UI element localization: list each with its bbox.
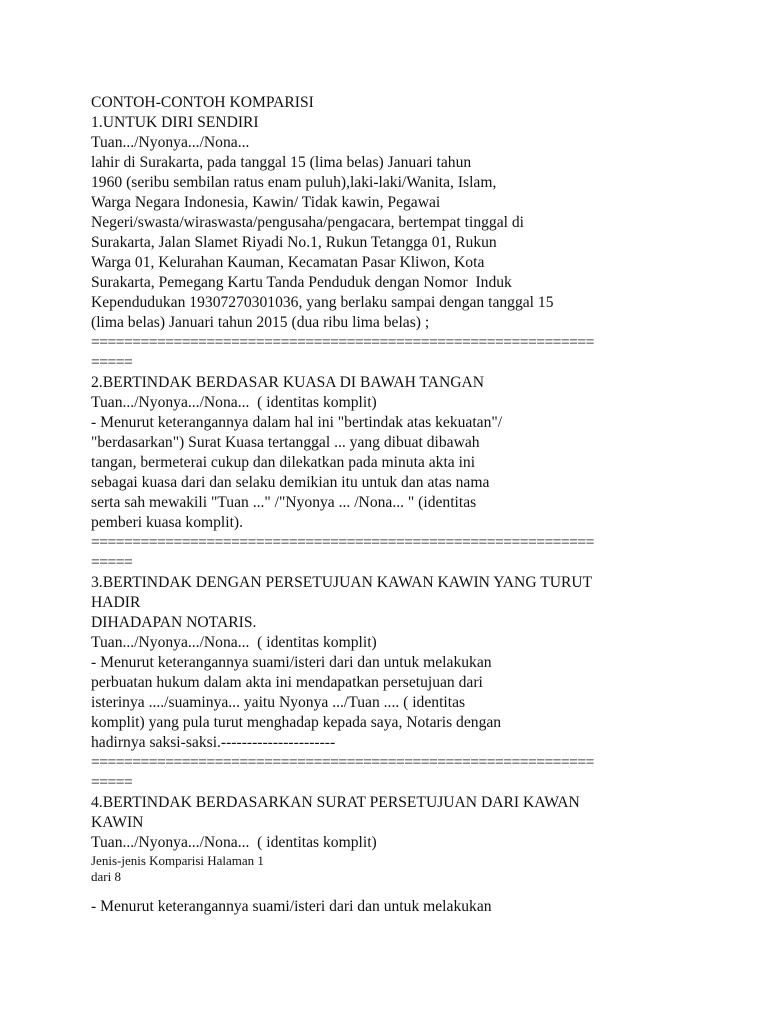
section-3-line: isterinya ..../suaminya... yaitu Nyonya .../Tuan .... ( identitas [91,694,466,711]
separator-rule: ============================================================= [91,534,594,551]
section-2-line: serta sah mewakili "Tuan ..." /"Nyonya ... /Nona... " (identitas [91,494,477,511]
section-1-line: lahir di Surakarta, pada tanggal 15 (lima belas) Januari tahun [91,154,472,171]
section-1-line: Negeri/swasta/wiraswasta/pengusaha/pengacara, bertempat tinggal di [91,214,524,231]
separator-rule-tail: ===== [91,774,133,791]
section-3-line: komplit) yang pula turut menghadap kepada saya, Notaris dengan [91,714,502,731]
section-2-line: - Menurut keterangannya dalam hal ini "bertindak atas kekuatan"/ [91,414,503,431]
page-footer: Jenis-jenis Komparisi Halaman 1 [91,853,264,868]
separator-rule-tail: ===== [91,354,133,371]
section-1-line: Surakarta, Jalan Slamet Riyadi No.1, Rukun Tetangga 01, Rukun [91,234,497,251]
section-2-line: Tuan.../Nyonya.../Nona... ( identitas komplit) [91,394,377,411]
section-2-line: "berdasarkan") Surat Kuasa tertanggal ... yang dibuat dibawah [91,434,480,451]
section-1-line: Warga Negara Indonesia, Kawin/ Tidak kawin, Pegawai [91,194,441,211]
section-4-heading: 4.BERTINDAK BERDASARKAN SURAT PERSETUJUAN DARI KAWAN [91,794,580,811]
section-2-line: tangan, bermeterai cukup dan dilekatkan pada minuta akta ini [91,454,476,471]
section-2-heading: 2.BERTINDAK BERDASAR KUASA DI BAWAH TANGAN [91,374,485,391]
separator-rule-tail: ===== [91,554,133,571]
page-footer-count: dari 8 [91,869,121,884]
section-1-line: Warga 01, Kelurahan Kauman, Kecamatan Pasar Kliwon, Kota [91,254,485,271]
separator-rule: ============================================================= [91,754,594,771]
section-1-line: (lima belas) Januari tahun 2015 (dua ribu lima belas) ; [91,314,430,331]
page-break-gap [91,885,691,897]
section-3-heading: 3.BERTINDAK DENGAN PERSETUJUAN KAWAN KAWIN YANG TURUT [91,574,593,591]
continuation-line: - Menurut keterangannya suami/isteri dari dan untuk melakukan [91,898,492,915]
section-3-heading: HADIR [91,594,141,611]
section-3-heading: DIHADAPAN NOTARIS. [91,614,257,631]
section-1-line: 1960 (seribu sembilan ratus enam puluh),laki-laki/Wanita, Islam, [91,174,497,191]
section-1-line: Kependudukan 19307270301036, yang berlaku sampai dengan tanggal 15 [91,294,554,311]
section-4-line: Tuan.../Nyonya.../Nona... ( identitas komplit) [91,834,377,851]
section-3-line: hadirnya saksi-saksi.---------------------- [91,734,336,751]
section-1-line: Tuan.../Nyonya.../Nona... [91,134,250,151]
separator-rule: ============================================================= [91,334,594,351]
section-3-line: Tuan.../Nyonya.../Nona... ( identitas komplit) [91,634,377,651]
section-4-heading: KAWIN [91,814,144,831]
section-3-line: - Menurut keterangannya suami/isteri dari dan untuk melakukan [91,654,492,671]
section-1-line: Surakarta, Pemegang Kartu Tanda Penduduk dengan Nomor Induk [91,274,512,291]
document-page [91,93,691,917]
section-2-line: sebagai kuasa dari dan selaku demikian itu untuk dan atas nama [91,474,490,491]
section-3-line: perbuatan hukum dalam akta ini mendapatkan persetujuan dari [91,674,483,691]
section-2-line: pemberi kuasa komplit). [91,514,244,531]
section-1-heading: 1.UNTUK DIRI SENDIRI [91,114,259,131]
document-title: CONTOH-CONTOH KOMPARISI [91,94,314,111]
